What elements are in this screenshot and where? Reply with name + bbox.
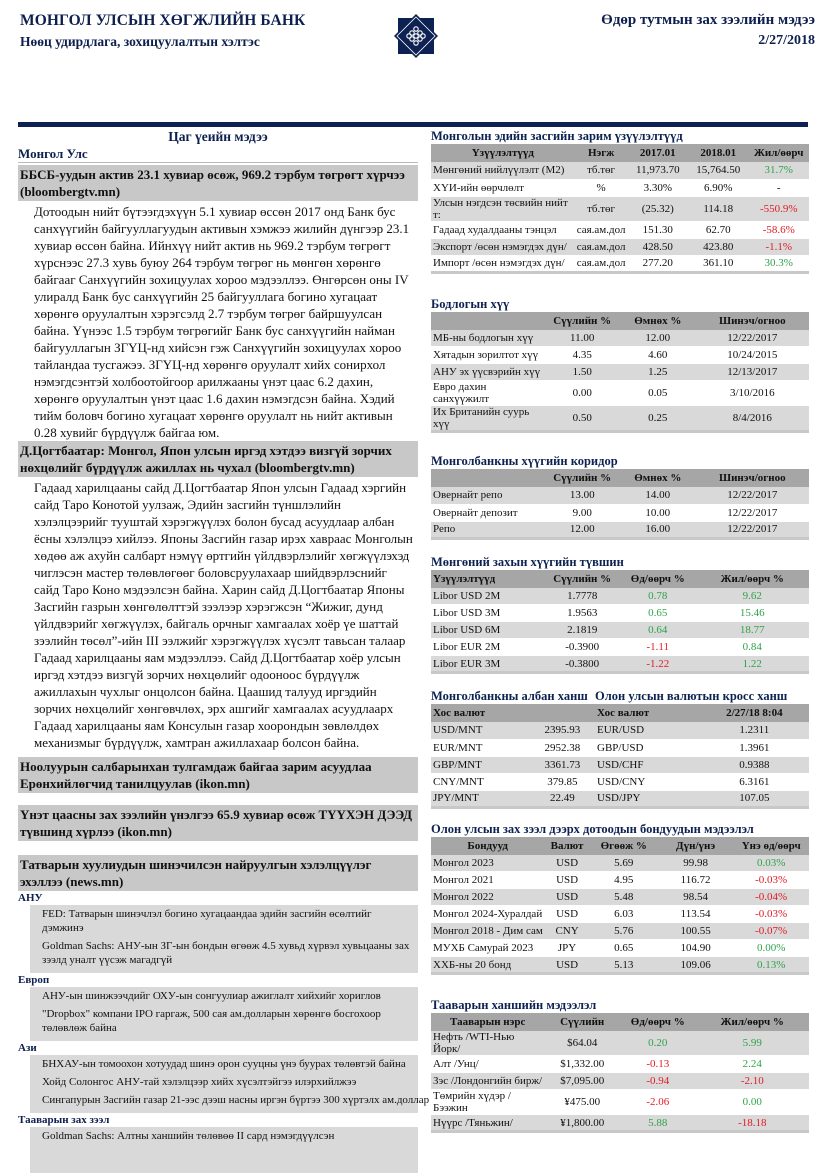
fx-cross-title: Олон улсын валютын кросс ханш (595, 689, 788, 703)
bond-name: Монгол 2021 (431, 872, 544, 889)
policy-rate-table (431, 312, 809, 434)
yearly-change: -2.10 (696, 1073, 809, 1090)
fx-cross-row (595, 756, 809, 773)
unit: % (575, 179, 628, 196)
col-header (431, 469, 544, 487)
latest-rate: 1.7778 (544, 588, 620, 605)
daily-change: -0.13 (620, 1056, 696, 1073)
value-2018: 361.10 (688, 255, 748, 272)
econ-row (431, 196, 809, 221)
money-market-table (431, 570, 809, 675)
currency: USD (544, 872, 589, 889)
yearly-change: 2.24 (696, 1056, 809, 1073)
previous-rate: 1.25 (620, 364, 696, 381)
col-header: Жил/өөрч % (696, 570, 809, 588)
rate: 22.49 (530, 790, 595, 807)
unit: тб.төг (575, 196, 628, 221)
currency: USD (544, 855, 589, 872)
latest-rate: 1.50 (544, 364, 620, 381)
rate-name: Евро дахин санхүүжилт (431, 381, 544, 406)
fx-official-title: Монголбанкны албан ханш (431, 689, 588, 703)
col-header: Үнэ өд/өөрч (733, 837, 809, 855)
currency-pair: GBP/USD (595, 739, 700, 756)
commodities-table (431, 1013, 809, 1133)
fx-official-table (431, 704, 595, 809)
news-item[interactable]: Goldman Sachs: АНУ-ын ЗГ-ын бондын өгөөж 4.5 хувьд хүрвэл хувьцааны зах зээлд уналт үүсэж магадгүй (42, 940, 410, 966)
commodity-name: Нүүрс /Тяньжин/ (431, 1115, 544, 1132)
latest-price: ¥1,800.00 (544, 1115, 620, 1132)
yearly-change: 0.00 (696, 1090, 809, 1115)
commodity-name: Нефть /WTI-Нью Йорк/ (431, 1031, 544, 1056)
currency-pair: GBP/MNT (431, 756, 530, 773)
col-header: Жил/өөрч % (696, 1013, 809, 1031)
value-2017: 3.30% (628, 179, 688, 196)
bond-name: Монгол 2022 (431, 889, 544, 906)
bond-name: Монгол 2024-Хуралдай (431, 906, 544, 923)
region-news-usa (30, 905, 418, 973)
rate-name: Их Британийн суурь хүү (431, 406, 544, 432)
fx-cross-table (595, 704, 809, 809)
currency-pair: EUR/MNT (431, 739, 530, 756)
indicator-name: Экспорт /өсөн нэмэгдэх дүн/ (431, 238, 575, 255)
currency: JPY (544, 940, 589, 957)
unit: сая.ам.дол (575, 255, 628, 272)
fx-cross-row (595, 739, 809, 756)
daily-change: 0.20 (620, 1031, 696, 1056)
price-change: -0.04% (733, 889, 809, 906)
instrument: Libor USD 3M (431, 605, 544, 622)
updated-date: 12/22/2017 (696, 521, 809, 538)
yoy-change: 30.3% (748, 255, 809, 272)
yield: 4.95 (590, 872, 658, 889)
bond-row (431, 923, 809, 940)
news-headline[interactable]: Татварын хуулиудын шинэчилсэн найруулгын хэлэлцүүлэг эхэллээ (news.mn) (18, 855, 418, 891)
updated-date: 12/13/2017 (696, 364, 809, 381)
rate: 1.3961 (700, 739, 809, 756)
bond-name: Монгол 2018 - Дим сам (431, 923, 544, 940)
fx-cross-row (595, 790, 809, 807)
price-change: -0.07% (733, 923, 809, 940)
latest-rate: -0.3800 (544, 656, 620, 673)
col-header: Нэгж (575, 144, 628, 162)
price-change: -0.03% (733, 872, 809, 889)
value-2018: 423.80 (688, 238, 748, 255)
value-2017: 428.50 (628, 238, 688, 255)
col-header-timestamp: 2/27/18 8:04 (700, 704, 809, 722)
instrument: Libor EUR 3M (431, 656, 544, 673)
currency-pair: CNY/MNT (431, 773, 530, 790)
updated-date: 12/22/2017 (696, 487, 809, 504)
fx-official-row (431, 739, 595, 756)
region-label-commodity: Тааварын зах зээл (18, 1114, 110, 1126)
fx-official-block (431, 688, 595, 809)
bond-name: Монгол 2023 (431, 855, 544, 872)
currency: USD (544, 889, 589, 906)
yoy-change: - (748, 179, 809, 196)
rate: 2952.38 (530, 739, 595, 756)
col-header: Жил/өөрч (748, 144, 809, 162)
commodity-name: Зэс /Лондонгийн бирж/ (431, 1073, 544, 1090)
unit: сая.ам.дол (575, 238, 628, 255)
fx-official-row (431, 773, 595, 790)
value-2017: 151.30 (628, 221, 688, 238)
yield: 5.76 (590, 923, 658, 940)
price: 104.90 (658, 940, 734, 957)
bond-name: ХХБ-ны 20 бонд (431, 957, 544, 974)
news-item[interactable]: Хойд Солонгос АНУ-тай хэлэлцээр хийх хүсэлтэйгээ илэрхийлжээ (42, 1076, 357, 1088)
updated-date: 3/10/2016 (696, 381, 809, 406)
daily-change: 0.65 (620, 605, 696, 622)
bonds-table (431, 837, 809, 976)
currency: USD (544, 957, 589, 974)
news-item[interactable]: АНУ-ын шинжээчдийг ОХУ-ын сонгуулиар ажиглалт хийхийг хориглов (42, 990, 381, 1002)
bond-row (431, 906, 809, 923)
col-header: Өмнөх % (620, 469, 696, 487)
indicator-name: Гадаад худалдааны тэнцэл (431, 221, 575, 238)
commodities-table-title: Тааварын ханшийн мэдээлэл (431, 998, 597, 1012)
org-name: МОНГОЛ УЛСЫН ХӨГЖЛИЙН БАНК (20, 12, 306, 29)
rate: 1.2311 (700, 722, 809, 739)
bond-row (431, 889, 809, 906)
currency-pair: JPY/MNT (431, 790, 530, 807)
policy-rate-row (431, 381, 809, 406)
yield: 6.03 (590, 906, 658, 923)
col-header: 2017.01 (628, 144, 688, 162)
yearly-change: -18.18 (696, 1115, 809, 1132)
rate-name: АНУ эх үүсвэрийн хүү (431, 364, 544, 381)
econ-row (431, 179, 809, 196)
fx-tables (431, 688, 809, 809)
yearly-change: 1.22 (696, 656, 809, 673)
fx-cross-row (595, 722, 809, 739)
region-news-commodity (30, 1127, 418, 1173)
libor-row (431, 588, 809, 605)
indicator-name: Улсын нэгдсэн төсвийн нийт т: (431, 196, 575, 221)
market-data-column (431, 128, 809, 1133)
price: 113.54 (658, 906, 734, 923)
yield: 0.65 (590, 940, 658, 957)
libor-row (431, 622, 809, 639)
rate: 0.9388 (700, 756, 809, 773)
rate-name: Овернайт депозит (431, 504, 544, 521)
col-header: Үзүүлэлтүүд (431, 144, 575, 162)
col-header: Бондууд (431, 837, 544, 855)
price-change: 0.03% (733, 855, 809, 872)
rate-name: МБ-ны бодлогын хүү (431, 330, 544, 347)
latest-rate: 13.00 (544, 487, 620, 504)
col-header: Валют (544, 837, 589, 855)
currency-pair: USD/CNY (595, 773, 700, 790)
col-header: Өмнөх % (620, 312, 696, 330)
news-headline[interactable]: ББСБ-уудын актив 23.1 хувиар өсөж, 969.2 тэрбум төгрөгт хүрчээ (bloombergtv.mn) (18, 165, 418, 201)
region-label-usa: АНУ (18, 892, 43, 904)
price-change: 0.13% (733, 957, 809, 974)
col-header (431, 312, 544, 330)
daily-change: 0.78 (620, 588, 696, 605)
latest-price: $64.04 (544, 1031, 620, 1056)
price: 109.06 (658, 957, 734, 974)
region-label-europe: Европ (18, 974, 50, 986)
instrument: Libor USD 2M (431, 588, 544, 605)
rate: 2395.93 (530, 722, 595, 739)
country-label: Монгол Улс (18, 145, 418, 163)
commodity-row (431, 1031, 809, 1056)
price: 116.72 (658, 872, 734, 889)
currency: CNY (544, 923, 589, 940)
report-header (0, 0, 829, 100)
indicator-name: Импорт /өсөн нэмэгдэх дүн/ (431, 255, 575, 272)
policy-rate-row (431, 364, 809, 381)
col-header: Өд/өөрч % (620, 1013, 696, 1031)
rate-corridor-table (431, 469, 809, 540)
bond-row (431, 940, 809, 957)
news-headline[interactable]: Үнэт цаасны зах зээлийн үнэлгээ 65.9 хувиар өсөж ТҮҮХЭН ДЭЭД түвшинд хүрлээ (ikon.mn) (18, 805, 418, 841)
commodity-name: Алт /Унц/ (431, 1056, 544, 1073)
instrument: Libor EUR 2M (431, 639, 544, 656)
news-item[interactable]: Сингапурын Засгийн газар 21-ээс дээш насны иргэн бүртээ 300 хүртэлх ам.доллар (42, 1094, 430, 1106)
libor-table-title: Мөнгөний захын хүүгийн түвшин (431, 554, 624, 569)
col-header: Тааварын нэрс (431, 1013, 544, 1031)
region-label-asia: Ази (18, 1042, 37, 1054)
rate-name: Овернайт репо (431, 487, 544, 504)
rate: 6.3161 (700, 773, 809, 790)
col-header: Хос валют (431, 704, 530, 722)
yield: 5.48 (590, 889, 658, 906)
value-2018: 114.18 (688, 196, 748, 221)
latest-rate: 1.9563 (544, 605, 620, 622)
econ-row (431, 255, 809, 272)
bond-name: МУХБ Самурай 2023 (431, 940, 544, 957)
report-meta (601, 12, 815, 49)
yoy-change: -58.6% (748, 221, 809, 238)
value-2017: 277.20 (628, 255, 688, 272)
yearly-change: 5.99 (696, 1031, 809, 1056)
col-header: Сүүлийн (544, 1013, 620, 1031)
indicator-name: ХҮИ-ийн өөрчлөлт (431, 179, 575, 196)
price-change: 0.00% (733, 940, 809, 957)
value-2018: 62.70 (688, 221, 748, 238)
yield: 5.13 (590, 957, 658, 974)
price-change: -0.03% (733, 906, 809, 923)
value-2017: 11,973.70 (628, 162, 688, 179)
latest-rate: 11.00 (544, 330, 620, 347)
daily-change: -1.11 (620, 639, 696, 656)
fx-cross-block (595, 688, 809, 809)
latest-price: ¥475.00 (544, 1090, 620, 1115)
yoy-change: -550.9% (748, 196, 809, 221)
latest-price: $1,332.00 (544, 1056, 620, 1073)
col-header: Шинэч/огноо (696, 469, 809, 487)
daily-change: 0.64 (620, 622, 696, 639)
econ-indicators-table (431, 144, 809, 274)
updated-date: 8/4/2016 (696, 406, 809, 432)
news-item[interactable]: БНХАУ-ын томоохон хотуудад шинэ орон сууцны үнэ буурах төлөвтэй байна (42, 1058, 406, 1070)
bond-row (431, 872, 809, 889)
price: 100.55 (658, 923, 734, 940)
value-2018: 15,764.50 (688, 162, 748, 179)
col-header: Сүүлийн % (544, 312, 620, 330)
daily-change: -1.22 (620, 656, 696, 673)
commodity-row (431, 1056, 809, 1073)
currency: USD (544, 906, 589, 923)
news-column (18, 128, 430, 1173)
latest-rate: 2.1819 (544, 622, 620, 639)
corridor-row (431, 487, 809, 504)
policy-rate-row (431, 406, 809, 432)
yoy-change: -1.1% (748, 238, 809, 255)
yearly-change: 9.62 (696, 588, 809, 605)
previous-rate: 12.00 (620, 330, 696, 347)
region-news-europe (30, 987, 418, 1041)
col-header: Хос валют (595, 704, 700, 722)
corridor-table-title: Монголбанкны хүүгийн коридор (431, 454, 618, 468)
endless-knot-logo-icon (394, 14, 438, 58)
econ-table-title: Монголын эдийн засгийн зарим үзүүлэлтүүд (431, 129, 683, 143)
policy-table-title: Бодлогын хүү (431, 296, 510, 311)
yoy-change: 31.7% (748, 162, 809, 179)
libor-row (431, 656, 809, 673)
report-date: 2/27/2018 (758, 33, 815, 48)
econ-row (431, 238, 809, 255)
latest-rate: 4.35 (544, 347, 620, 364)
currency-pair: EUR/USD (595, 722, 700, 739)
previous-rate: 10.00 (620, 504, 696, 521)
latest-rate: 9.00 (544, 504, 620, 521)
updated-date: 10/24/2015 (696, 347, 809, 364)
org-block (20, 12, 305, 50)
col-header: Өд/өөрч % (620, 570, 696, 588)
col-header: Сүүлийн % (544, 570, 620, 588)
econ-row (431, 162, 809, 179)
fx-official-row (431, 790, 595, 807)
previous-rate: 0.25 (620, 406, 696, 432)
fx-official-row (431, 722, 595, 739)
col-header: 2018.01 (688, 144, 748, 162)
news-section-title: Цаг үеийн мэдээ (168, 129, 268, 144)
rate: 379.85 (530, 773, 595, 790)
value-2017: (25.32) (628, 196, 688, 221)
news-item[interactable]: "Dropbox" компани IPO гаргаж, 500 сая ам.долларын хөрөнгө босгохоор төлөвлөж байна (42, 1008, 381, 1034)
indicator-name: Мөнгөний нийлүүлэлт (М2) (431, 162, 575, 179)
instrument: Libor USD 6M (431, 622, 544, 639)
currency-pair: USD/JPY (595, 790, 700, 807)
price: 99.98 (658, 855, 734, 872)
yearly-change: 0.84 (696, 639, 809, 656)
rate-name: Репо (431, 521, 544, 538)
policy-rate-row (431, 347, 809, 364)
commodity-row (431, 1073, 809, 1090)
region-news-asia (30, 1055, 430, 1113)
daily-change: -0.94 (620, 1073, 696, 1090)
yearly-change: 18.77 (696, 622, 809, 639)
value-2018: 6.90% (688, 179, 748, 196)
rate: 3361.73 (530, 756, 595, 773)
corridor-row (431, 504, 809, 521)
policy-rate-row (431, 330, 809, 347)
updated-date: 12/22/2017 (696, 504, 809, 521)
col-header: Өгөөж % (590, 837, 658, 855)
updated-date: 12/22/2017 (696, 330, 809, 347)
commodity-name: Төмрийн хүдэр /Бээжин (431, 1090, 544, 1115)
commodity-row (431, 1115, 809, 1132)
currency-pair: USD/MNT (431, 722, 530, 739)
rate: 107.05 (700, 790, 809, 807)
unit: тб.төг (575, 162, 628, 179)
report-title: Өдөр тутмын зах зээлийн мэдээ (601, 12, 815, 28)
col-header: Сүүлийн % (544, 469, 620, 487)
fx-cross-row (595, 773, 809, 790)
daily-change: 5.88 (620, 1115, 696, 1132)
col-header: Дүн/үнэ (658, 837, 734, 855)
news-headline[interactable]: Ноолуурын салбарынхан тулгамдаж байгаа зарим асуудлаа Ерөнхийлөгчид танилцуулав (ikon.mn) (18, 757, 418, 793)
daily-change: -2.06 (620, 1090, 696, 1115)
previous-rate: 4.60 (620, 347, 696, 364)
department-name: Нөөц удирдлага, зохицуулалтын хэлтэс (20, 34, 260, 49)
news-headline[interactable]: Д.Цогтбаатар: Монгол, Япон улсын иргэд хэтдээ визгүй зорчих нөхцөлийг бүрдүүлж ажиллах нь чухал (bloombergtv.mn) (18, 441, 418, 477)
latest-rate: 0.00 (544, 381, 620, 406)
previous-rate: 0.05 (620, 381, 696, 406)
news-item[interactable]: Goldman Sachs: Алтны ханшийн төлөвөө II сард нэмэгдүүлсэн (42, 1130, 335, 1142)
libor-row (431, 605, 809, 622)
latest-price: $7,095.00 (544, 1073, 620, 1090)
bonds-table-title: Олон улсын зах зээл дээрх дотоодын бондуудын мэдээлэл (431, 821, 754, 836)
bond-row (431, 957, 809, 974)
commodity-row (431, 1090, 809, 1115)
yearly-change: 15.46 (696, 605, 809, 622)
previous-rate: 14.00 (620, 487, 696, 504)
bond-row (431, 855, 809, 872)
header-divider (18, 122, 808, 127)
corridor-row (431, 521, 809, 538)
fx-official-row (431, 756, 595, 773)
unit: сая.ам.дол (575, 221, 628, 238)
col-header: Үзүүлэлтүүд (431, 570, 544, 588)
latest-rate: -0.3900 (544, 639, 620, 656)
currency-pair: USD/CHF (595, 756, 700, 773)
previous-rate: 16.00 (620, 521, 696, 538)
price: 98.54 (658, 889, 734, 906)
news-body: Дотоодын нийт бүтээгдэхүүн 5.1 хувиар өссөн 2017 онд Банк бус санхүүгийн байгууллагуудын активын хэмжээ жилийн дүнгээр 23.1 хувиар өссөн байна. Ийнхүү нийт актив нь 969.2 тэрбум төгрөгт хүрснээс 27.3 хувь буюу 264 тэрбум төгрөг нь мөнгөн хөрөнгө байгааг Санхүүгийн зохицуулах хороо мэдээллээ. Өнгөрсөн оны IV улиралд Банк бус санхүүгийн 25 байгууллага богино хугацаат хөрөнгө оруулалтын хэрэгсэлд 2.7 тэрбум төгрөг байршуулсан байна. Үүнээс 1.5 тэрбум төгрөгийг Банк бус санхүүгийн найман байгууллагын ЗГҮЦ-нд хийсэн гэж Санхүүгийн зохицуулах хороо тайландаа тусгажээ. ЗГҮЦ-нд хөрөнгө оруулалт хийх сонирхол нэмэгдсэнтэй холбоотойгоор арилжааны үнэт цаас 6.2 дахин, хөрөнгө оруулалтын үнэт цаас 1.6 дахин нэмэгдсэн байна. Хэдий тийм боловч богино хугацаат хөрөнгө оруулалт нь нийт активын 0.28 хувийг бүрдүүлж байгаа юм. (34, 204, 410, 440)
yield: 5.69 (590, 855, 658, 872)
latest-rate: 12.00 (544, 521, 620, 538)
rate-name: Хятадын зорилтот хүү (431, 347, 544, 364)
col-header: Шинэч/огноо (696, 312, 809, 330)
latest-rate: 0.50 (544, 406, 620, 432)
col-header-empty (530, 704, 595, 722)
libor-row (431, 639, 809, 656)
news-body: Гадаад харилцааны сайд Д.Цогтбаатар Япон улсын Гадаад хэргийн сайд Таро Конотой уулзаж, Эдийн засгийн түншлэлийн хэлэлцээрийг тууштай хэрэгжүүлэх болон бусад асуудлаар албан ёсны хэлэлцээ хийлээ. Японы Засгийн газар ирэх хавраас Монголын хөдөө аж ахуйн салбарт нэмүү өртгийн үйлдвэрлэлийг хөгжүүлэхэд чиглэсэн мастер төлөвлөгөөг боловсруулахаар шийдвэрлэснийг сайд Таро Коно мэдээлсэн байна. Харин сайд Д.Цогтбаатар Японы Засгийн газрын хөнгөлөлттэй зээлээр хэрэгжсэн “Жижиг, дунд үйлдвэрийг хөгжүүлэх, байгаль орчныг хамгаалах хоёр үе шаттай зээлийн төсөл”-ийн III ээлжийг хэрэгжүүлэх хүсэлт тавьсан талаар Гадаад харилцааны яам мэдээллээ. Сайд Д.Цогтбаатар хоёр улсын иргэд хэтдээ визгүй зорчих нөхцөлийг одооноос бүрдүүлж ажиллахын чухлыг онцолсон байна. Цаашид талууд иргэдийн зорчих нөхцөлийг хөнгөвчлөх, эрх ашгийг хамгаалах асуудлаарх Гадаад харилцааны яам Консулын газар хоорондын зөвлөлдөх механизмыг бүрдүүлж, хамтран ажиллахаар болсон байна. (34, 480, 413, 750)
econ-row (431, 221, 809, 238)
news-item[interactable]: FED: Татварын шинэчлэл богино хугацаандаа эдийн засгийн өсөлтийг дэмжинэ (42, 908, 372, 934)
